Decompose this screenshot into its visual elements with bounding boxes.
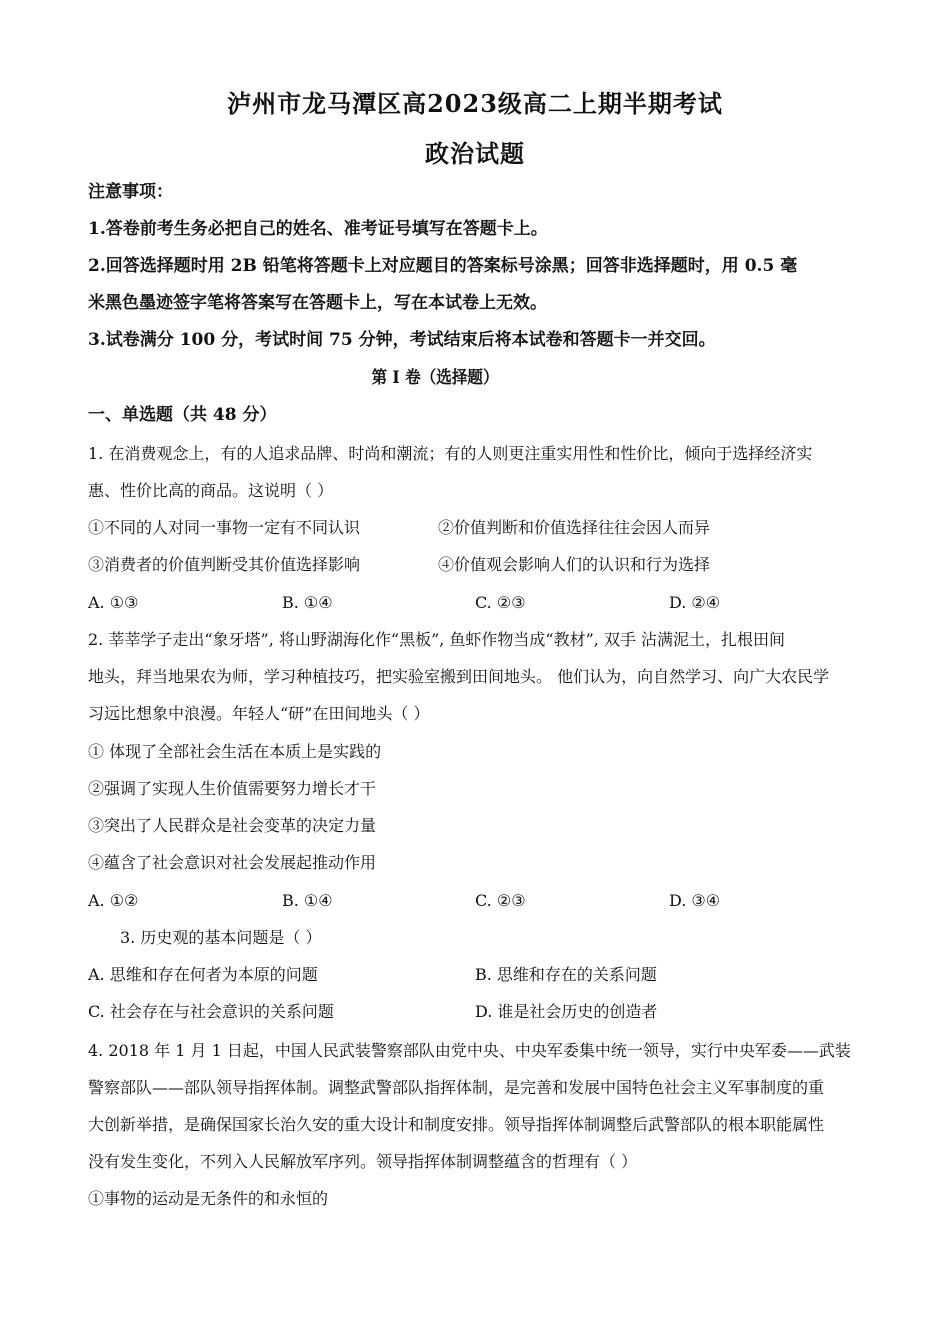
exam-subject: 政治试题 [425,139,525,168]
question-2-statement: ②强调了实现人生价值需要努力增长才干 [88,779,377,798]
question-3-option-b[interactable]: B. 思维和存在的关系问题 [475,965,657,984]
notice-item: 3.试卷满分 100 分，考试时间 75 分钟，考试结束后将本试卷和答题卡一并交回。 [88,330,716,350]
question-4-stem: 警察部队——部队领导指挥体制。调整武警部队指挥体制，是完善和发展中国特色社会主义军事制度的重 [88,1078,825,1097]
question-1-option-c[interactable]: C. ②③ [475,593,526,612]
exam-title: 泸州市龙马潭区高2023级高二上期半期考试 [227,89,723,118]
question-3-option-c[interactable]: C. 社会存在与社会意识的关系问题 [88,1002,334,1021]
question-2-stem: 2. 莘莘学子走出“象牙塔”, 将山野湖海化作“黑板”, 鱼虾作物当成“教材”, 双手 沾满泥土，扎根田间 [88,630,786,649]
notice-heading: 注意事项： [88,182,173,202]
question-2-statement: ① 体现了全部社会生活在本质上是实践的 [88,742,382,761]
question-1-statement: ②价值判断和价值选择往往会因人而异 [438,518,711,537]
question-2-statement: ④蕴含了社会意识对社会发展起推动作用 [88,853,377,872]
question-1-stem: 1. 在消费观念上，有的人追求品牌、时尚和潮流；有的人则更注重实用性和性价比，倾向于选择经济实 [88,444,813,463]
question-1-statement: ③消费者的价值判断受其价值选择影响 [88,555,361,574]
question-2-option-b[interactable]: B. ①④ [282,891,333,910]
question-4-stem: 4. 2018 年 1 月 1 日起，中国人民武装警察部队由党中央、中央军委集中统一领导，实行中央军委——武装 [88,1041,851,1060]
notice-item: 2.回答选择题时用 2B 铅笔将答题卡上对应题目的答案标号涂黑；回答非选择题时，用 0.5 毫 [88,256,798,276]
question-2-statement: ③突出了人民群众是社会变革的决定力量 [88,816,377,835]
question-2-option-d[interactable]: D. ③④ [669,891,721,910]
question-2-stem: 地头，拜当地果农为师，学习种植技巧，把实验室搬到田间地头。 他们认为，向自然学习、向广大农民学 [88,667,830,686]
question-1-option-b[interactable]: B. ①④ [282,593,333,612]
question-2-stem: 习远比想象中浪漫。年轻人“研”在田间地头（ ） [88,704,430,723]
question-4-statement: ①事物的运动是无条件的和永恒的 [88,1189,329,1208]
question-1-option-d[interactable]: D. ②④ [669,593,721,612]
question-1-statement: ①不同的人对同一事物一定有不同认识 [88,518,361,537]
question-3-option-d[interactable]: D. 谁是社会历史的创造者 [475,1002,658,1021]
question-3-option-a[interactable]: A. 思维和存在何者为本原的问题 [88,965,318,984]
volume-title: 第 I 卷（选择题） [371,368,499,388]
section-title: 一、单选题（共 48 分） [88,405,277,425]
question-4-stem: 没有发生变化，不列入人民解放军序列。领导指挥体制调整蕴含的哲理有（ ） [88,1152,638,1171]
question-2-option-a[interactable]: A. ①② [88,891,139,910]
question-1-option-a[interactable]: A. ①③ [88,593,139,612]
question-1-statement: ④价值观会影响人们的认识和行为选择 [438,555,711,574]
question-2-option-c[interactable]: C. ②③ [475,891,526,910]
question-4-stem: 大创新举措，是确保国家长治久安的重大设计和制度安排。领导指挥体制调整后武警部队的根本职能属性 [88,1115,825,1134]
question-3-stem: 3. 历史观的基本问题是（ ） [120,928,322,947]
notice-item: 米黑色墨迹签字笔将答案写在答题卡上，写在本试卷上无效。 [88,293,547,313]
question-1-stem: 惠、性价比高的商品。这说明（ ） [88,481,334,500]
notice-item: 1.答卷前考生务必把自己的姓名、准考证号填写在答题卡上。 [88,219,548,239]
